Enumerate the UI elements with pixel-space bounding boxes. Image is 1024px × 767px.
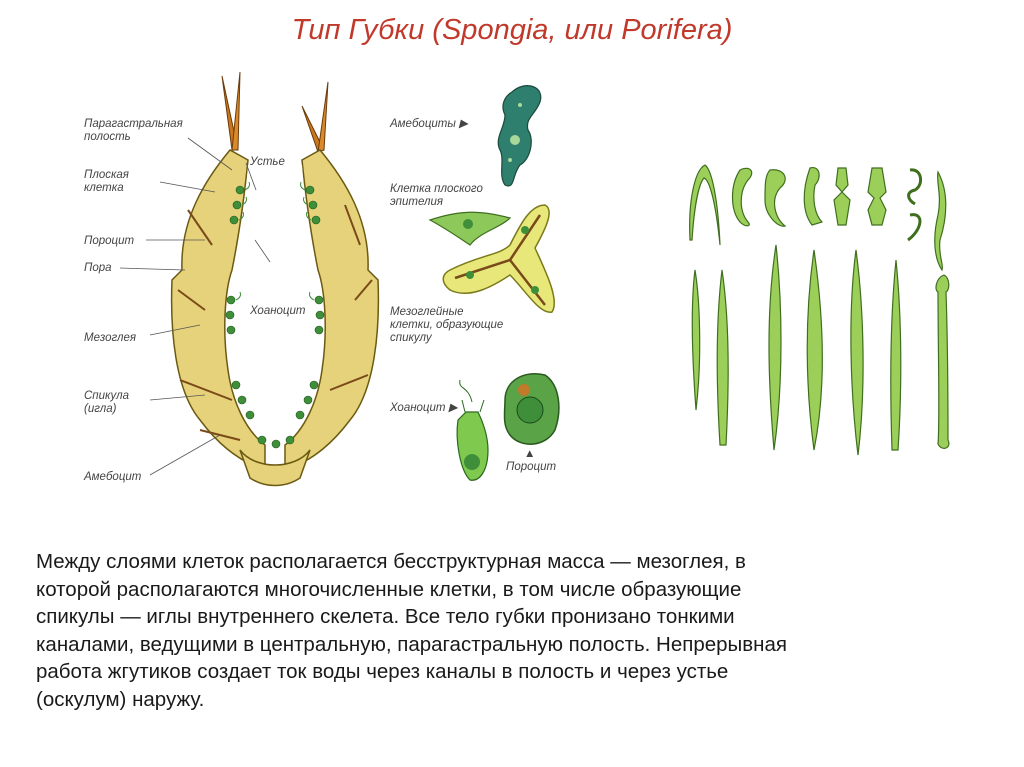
label-choanocyte-right: Хоаноцит ▶ (390, 402, 458, 414)
choanocyte-cell (457, 412, 488, 480)
title-italic-a: Spongia (441, 14, 549, 46)
label-paragastric (84, 118, 183, 144)
label-line: Клетка плоского (390, 183, 483, 195)
label-amoebocytes-right: Амебоциты ▶ (390, 118, 468, 130)
spicule-shape (807, 250, 822, 450)
spicule-shape (935, 172, 946, 270)
label-spicule (84, 390, 129, 416)
label-line: Спикула (84, 390, 129, 402)
label-line: клетка (84, 182, 124, 194)
label-mesoglea: Мезоглея (84, 332, 137, 344)
label-line: Плоская (84, 169, 129, 181)
label-choanocyte-center: Хоаноцит (250, 305, 306, 317)
spicule-shape (804, 168, 822, 225)
osculum-spike (232, 72, 240, 150)
label-line: (игла) (84, 403, 117, 415)
label-line: спикулу (390, 332, 432, 344)
paragraph-line: (оскулум) наружу. (36, 687, 205, 711)
label-line: Парагастральная (84, 118, 183, 130)
spicule-shape (692, 270, 699, 410)
title-middle: , или (548, 14, 622, 46)
paragraph-line: работа жгутиков создает ток воды через каналы в полость и через устье (36, 660, 729, 683)
flagellum (460, 380, 472, 402)
label-osculum: Устье (250, 156, 285, 168)
label-epithelium (390, 183, 483, 209)
spicule-shape (936, 275, 949, 448)
epithelial-cell (430, 212, 510, 245)
osculum-spike (318, 82, 328, 152)
spicule-shapes (690, 165, 949, 455)
paragraph-line: каналами, ведущими в центральную, парагастральную полость. Непрерывная (36, 632, 787, 656)
spicule-shape (834, 168, 850, 225)
label-line: полость (84, 131, 131, 143)
label-mesoglea-cells (390, 306, 503, 345)
spicule-shape (733, 168, 752, 225)
spicule-shape (851, 250, 863, 455)
label-pore: Пора (84, 262, 112, 274)
spicule-shape (717, 270, 728, 445)
spicule-shape (908, 170, 921, 240)
spicule-shape (769, 245, 781, 450)
label-porocyte-left: Пороцит (84, 235, 135, 247)
label-flat-cell (84, 169, 129, 195)
label-line: клетки, образующие (390, 319, 504, 331)
label-line: Мезоглейные (390, 306, 464, 318)
label-line: эпителия (390, 196, 443, 208)
label-porocyte-right: Пороцит (506, 461, 557, 473)
paragraph-line: спикулы — иглы внутреннего скелета. Все тело губки пронизано тонкими (36, 605, 735, 628)
spicule-shape (891, 260, 901, 450)
description-paragraph (36, 548, 986, 713)
spicule-shape (765, 170, 785, 226)
amoebocyte-cell (498, 86, 541, 186)
label-amoebocyte-left: Амебоцит (84, 471, 142, 483)
porocyte-arrow: ▲ (524, 448, 536, 460)
title-italic-b: Porifera (621, 14, 723, 46)
paragraph-line: которой располагаются многочисленные клетки, в том числе образующие (36, 577, 742, 601)
spicule-shape (690, 165, 720, 245)
spicule-shape (868, 168, 886, 225)
title-prefix: Тип Губки ( (291, 14, 442, 46)
title-suffix: ) (722, 14, 733, 46)
paragraph-line: Между слоями клеток располагается бесструктурная масса — мезоглея, в (36, 550, 746, 573)
